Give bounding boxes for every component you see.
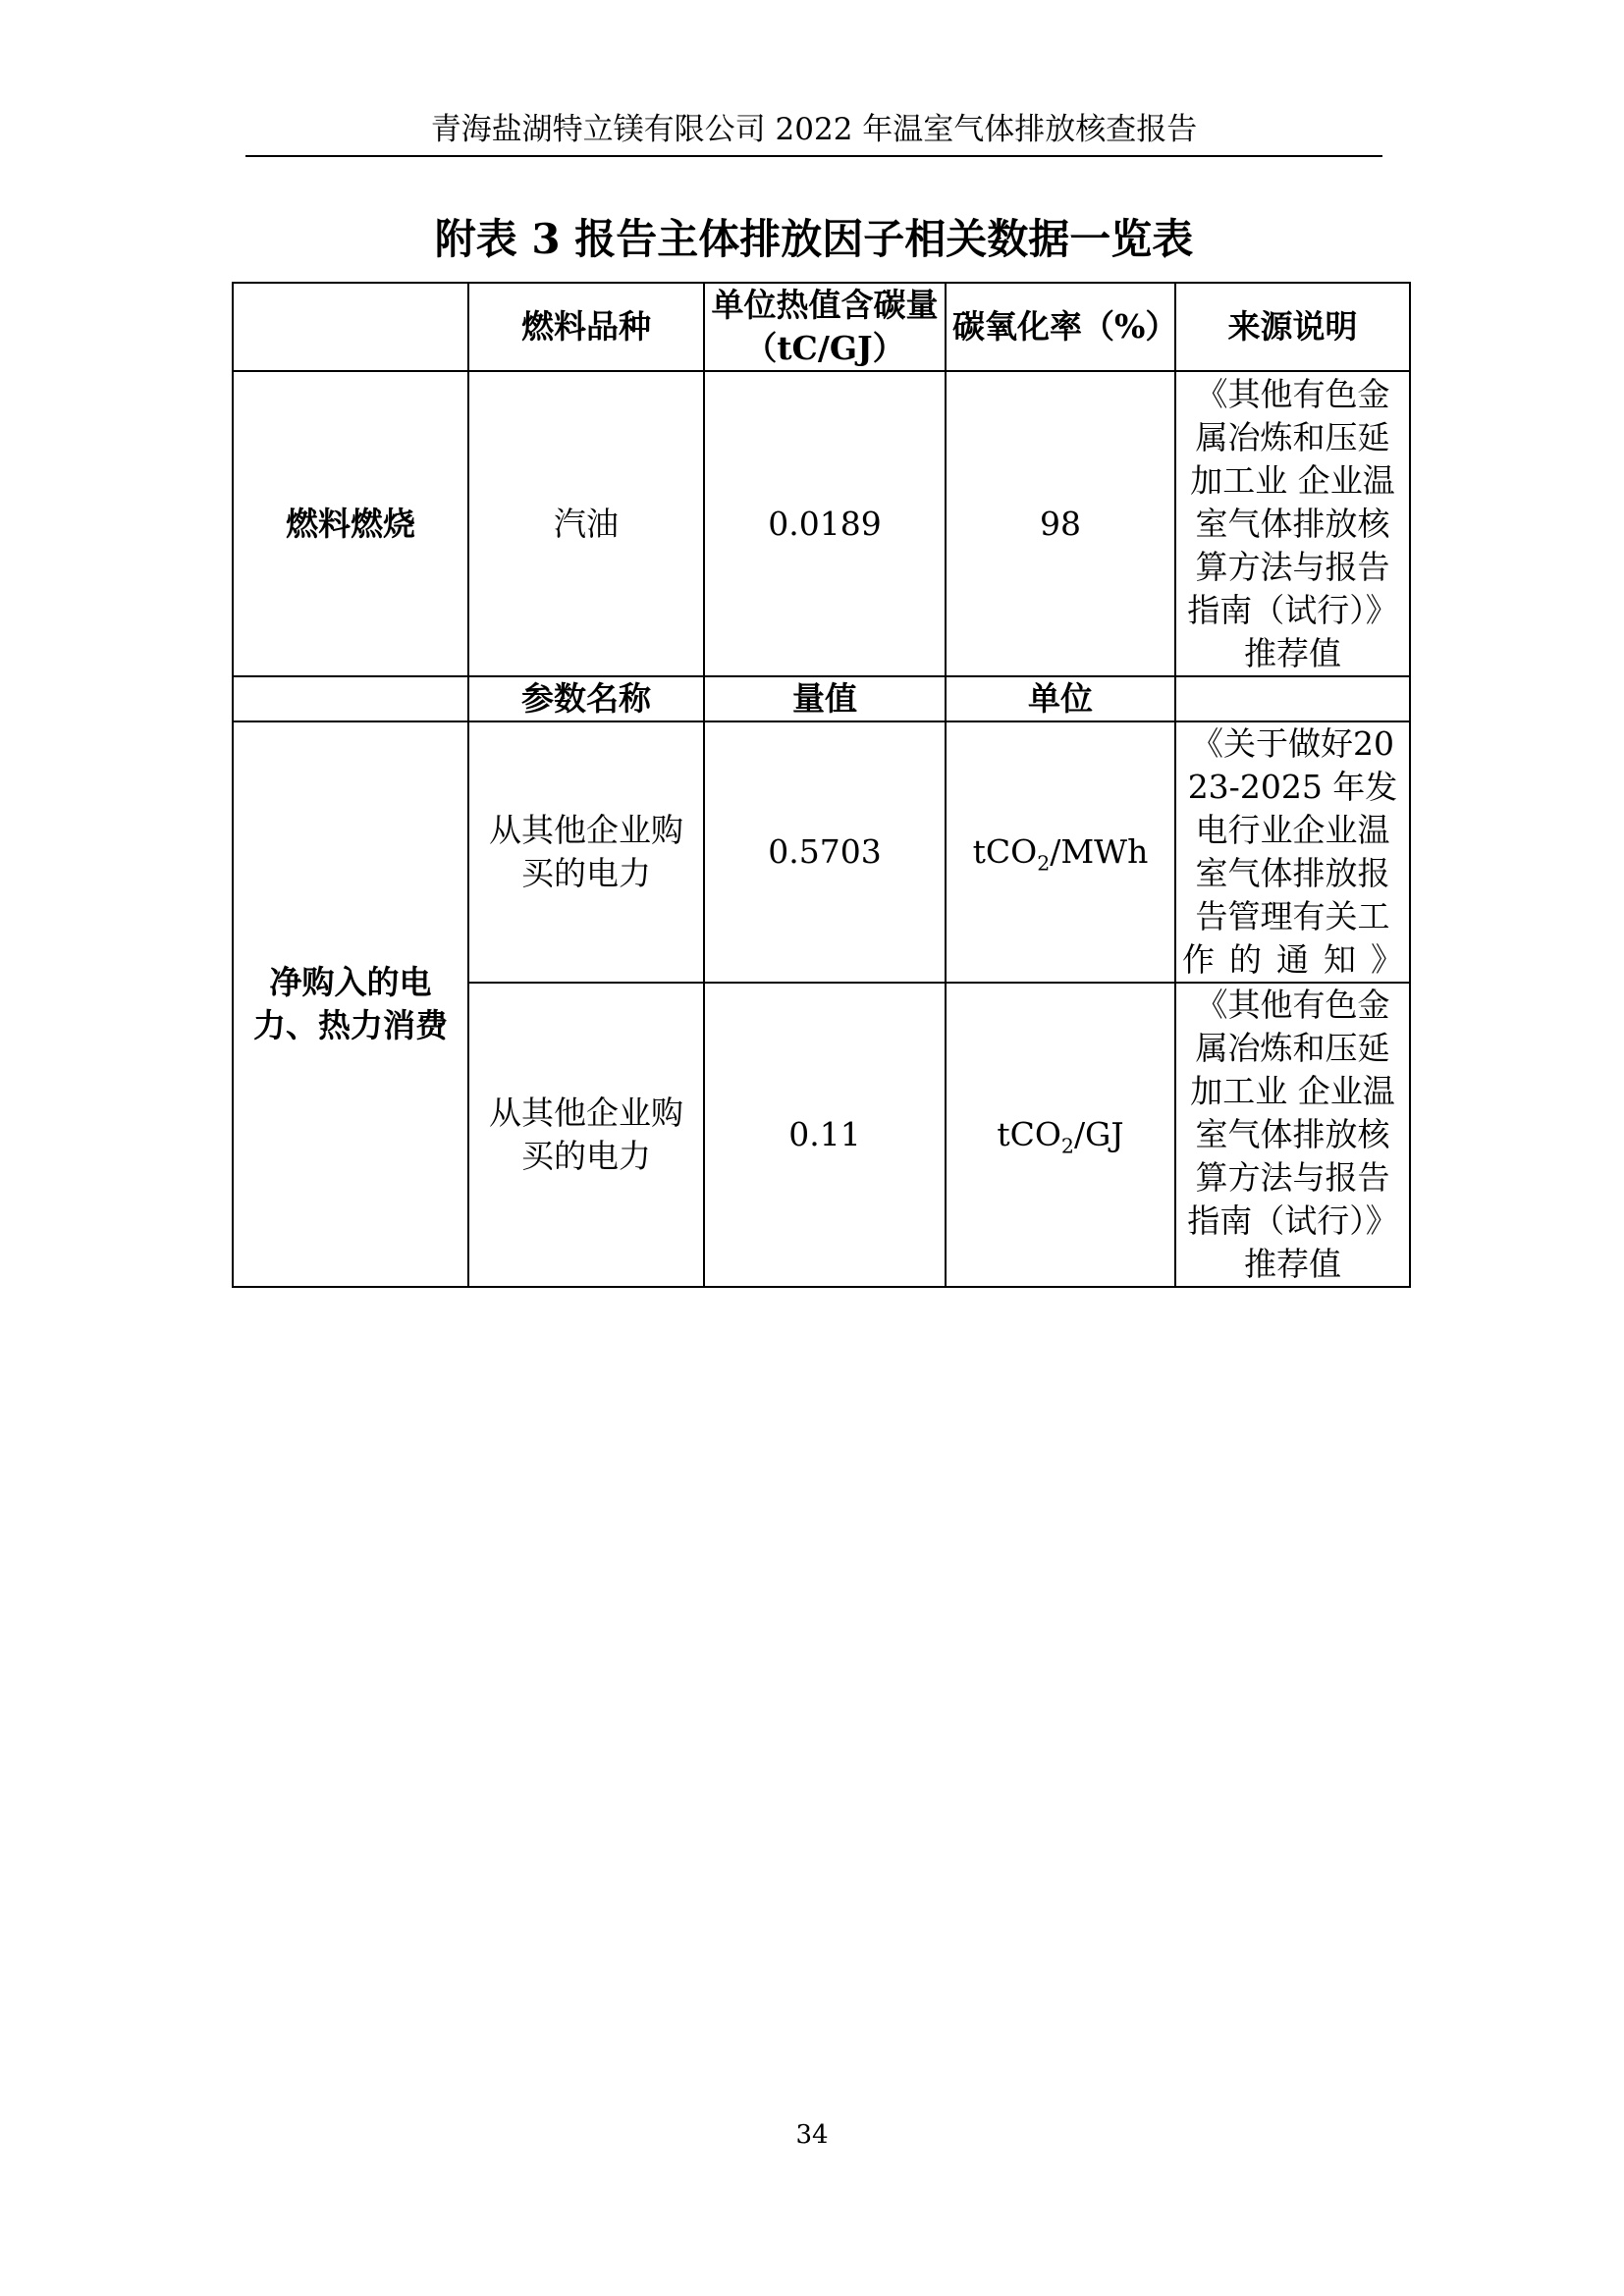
table-row-fuel-combustion — [233, 371, 1410, 676]
cell-param-name: 从其他企业购买的电力 — [468, 721, 704, 983]
header-cell-blank-3 — [1175, 676, 1410, 721]
cell-source-heat: 《其他有色金属冶炼和压延加工业 企业温室气体排放核算方法与报告指南（试行）》推荐值 — [1175, 983, 1410, 1287]
table-header-row-fuel — [233, 283, 1410, 371]
category-fuel-combustion: 燃料燃烧 — [233, 371, 468, 676]
unit-subscript: 2 — [1060, 1134, 1074, 1158]
cell-param-name: 从其他企业购买的电力 — [468, 983, 704, 1287]
header-cell-blank — [233, 283, 468, 371]
header-cell-carbon-content: 单位热值含碳量（tC/GJ） — [704, 283, 946, 371]
cell-fuel-name: 汽油 — [468, 371, 704, 676]
cell-oxidation-rate: 98 — [946, 371, 1175, 676]
cell-source-fuel: 《其他有色金属冶炼和压延加工业 企业温室气体排放核算方法与报告指南（试行）》推荐值 — [1175, 371, 1410, 676]
header-cell-blank-2 — [233, 676, 468, 721]
cell-param-unit — [946, 721, 1175, 983]
header-cell-source: 来源说明 — [1175, 283, 1410, 371]
category-purchased-energy: 净购入的电力、热力消费 — [233, 721, 468, 1287]
cell-source-electricity: 《关于做好2023-2025 年发电行业企业温室气体排放报告管理有关工作的通知》 — [1175, 721, 1410, 983]
table-row-purchased-electricity-1 — [233, 721, 1410, 983]
cell-param-unit — [946, 983, 1175, 1287]
header-cell-param-name: 参数名称 — [468, 676, 704, 721]
header-cell-fuel-type: 燃料品种 — [468, 283, 704, 371]
cell-param-value: 0.11 — [704, 983, 946, 1287]
unit-prefix: tCO — [997, 1115, 1061, 1153]
unit-subscript: 2 — [1037, 851, 1051, 876]
table-header-row-params — [233, 676, 1410, 721]
table-title: 附表 3 报告主体排放因子相关数据一览表 — [434, 215, 1194, 263]
page-header: 青海盐湖特立镁有限公司 2022 年温室气体排放核查报告 — [430, 112, 1198, 147]
header-cell-unit: 单位 — [946, 676, 1175, 721]
header-cell-value: 量值 — [704, 676, 946, 721]
page-number: 34 — [795, 2120, 829, 2150]
cell-param-value: 0.5703 — [704, 721, 946, 983]
emission-factor-table — [232, 282, 1411, 1288]
header-cell-oxidation-rate: 碳氧化率（%） — [946, 283, 1175, 371]
cell-carbon-content: 0.0189 — [704, 371, 946, 676]
header-rule — [245, 155, 1382, 157]
unit-suffix: /GJ — [1073, 1115, 1124, 1153]
unit-prefix: tCO — [972, 832, 1038, 871]
unit-suffix: /MWh — [1050, 832, 1149, 871]
